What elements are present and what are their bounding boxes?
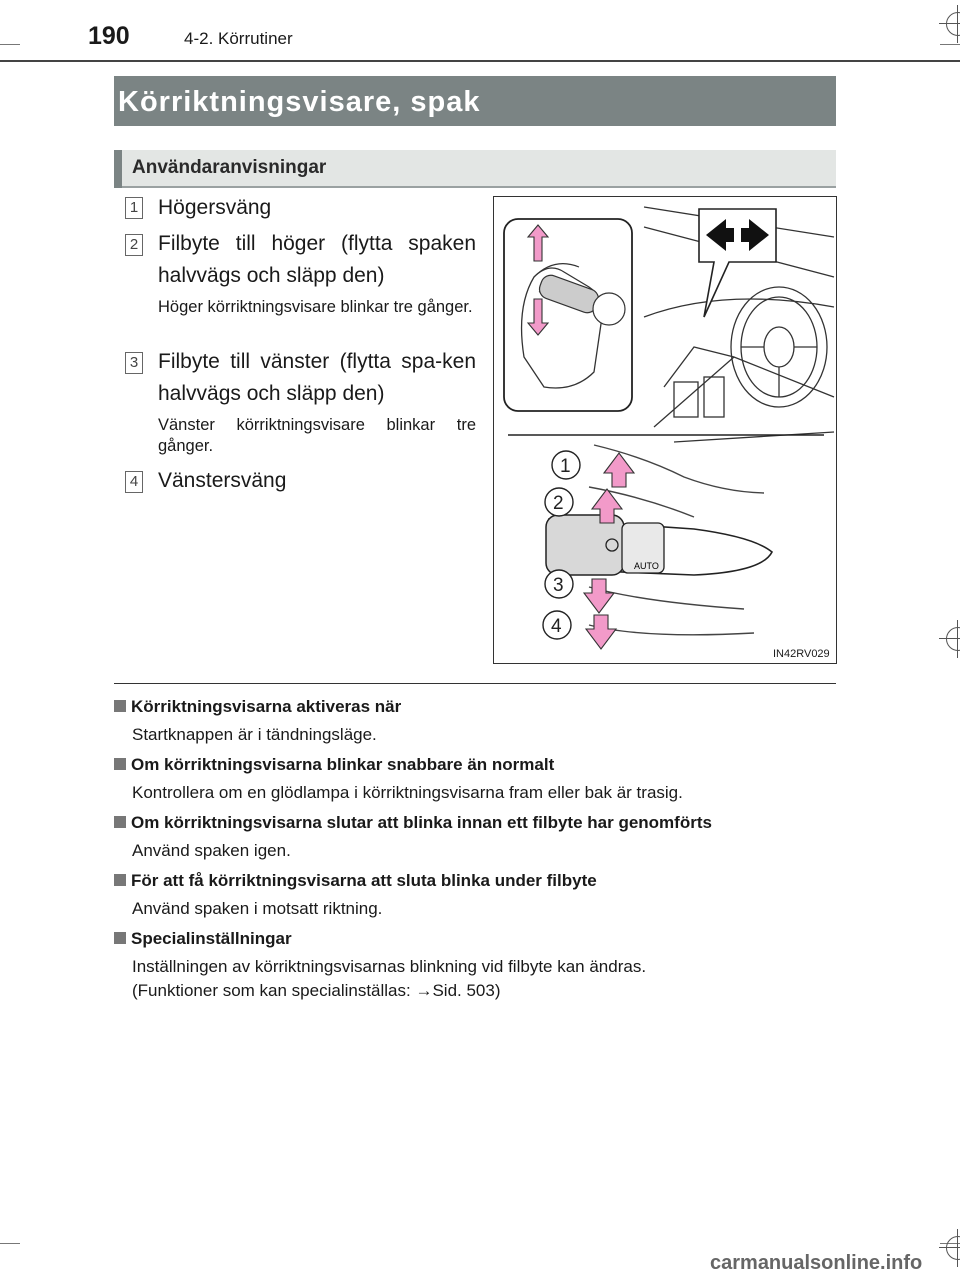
- page-title: Körriktningsvisare, spak: [118, 86, 481, 118]
- bullet-heading-text: Körriktningsvisarna aktiveras när: [131, 697, 402, 716]
- arrow-right-turn-icon: [604, 453, 634, 487]
- page-number: 190: [88, 22, 130, 50]
- item-note-2: Höger körriktningsvisare blinkar tre gånger.: [158, 298, 473, 316]
- bullet-heading-text: Om körriktningsvisarna blinkar snabbare än normalt: [131, 755, 555, 774]
- arrow-lane-change-left-icon: [584, 579, 614, 613]
- bullet-square-icon: [114, 932, 126, 944]
- item-note-3: Vänster körriktningsvisare blinkar tre gånger.: [158, 416, 476, 455]
- bullet-heading-3: [114, 813, 712, 833]
- bullet-text-5a: Inställningen av körriktningsvisarnas blinkning vid filbyte kan ändras.: [132, 957, 647, 976]
- registration-mark-icon: [946, 1236, 960, 1260]
- callout-label-3: 3: [553, 575, 564, 596]
- bullet-square-icon: [114, 816, 126, 828]
- watermark-link[interactable]: carmanualsonline.info: [710, 1252, 923, 1274]
- bullet-square-icon: [114, 700, 126, 712]
- bullet-square-icon: [114, 874, 126, 886]
- bullet-heading-4: [114, 871, 597, 891]
- figure-id: IN42RV029: [773, 648, 830, 660]
- bullet-heading-1: [114, 697, 401, 717]
- callout-label-4: 4: [551, 616, 562, 637]
- crop-mark: [940, 44, 960, 45]
- registration-mark-icon: [946, 12, 960, 36]
- callout-label-2: 2: [553, 493, 564, 514]
- bullet-heading-2: [114, 755, 554, 775]
- callout-label-1: 1: [560, 456, 571, 477]
- item-number-3: 3: [125, 352, 143, 374]
- item-text-1: Högersväng: [158, 196, 272, 219]
- crop-mark: [0, 1243, 20, 1244]
- section-divider: [114, 683, 836, 684]
- section-header: 4-2. Körrutiner: [184, 29, 293, 48]
- registration-mark-icon: [946, 627, 960, 651]
- item-number-4: 4: [125, 471, 143, 493]
- subtitle-accent: [114, 150, 122, 188]
- turn-signal-lever: [546, 515, 772, 575]
- crop-mark: [0, 44, 20, 45]
- lever-auto-label: AUTO: [634, 561, 659, 571]
- item-text-4: Vänstersväng: [158, 469, 287, 492]
- bullet-text-1: Startknappen är i tändningsläge.: [132, 725, 377, 744]
- header-rule: [0, 60, 960, 62]
- section-subtitle: Användaranvisningar: [132, 157, 327, 178]
- bullet-text-5b: (Funktioner som kan specialinställas: →Sid. 503): [132, 981, 501, 1000]
- bullet-heading-text: Specialinställningar: [131, 929, 292, 948]
- bullet-heading-5: [114, 929, 292, 949]
- bullet-text-4: Använd spaken i motsatt riktning.: [132, 899, 383, 918]
- bullet-heading-text: För att få körriktningsvisarna att sluta blinka under filbyte: [131, 871, 597, 890]
- bullet-heading-text: Om körriktningsvisarna slutar att blinka innan ett filbyte har genomförts: [131, 813, 712, 832]
- figure-illustration: [494, 197, 836, 663]
- bullet-square-icon: [114, 758, 126, 770]
- item-text-2: Filbyte till höger (flytta spaken halvvägs och släpp den): [158, 232, 476, 287]
- bullet-text-3: Använd spaken igen.: [132, 841, 291, 860]
- item-number-1: 1: [125, 197, 143, 219]
- item-number-2: 2: [125, 234, 143, 256]
- item-text-3: Filbyte till vänster (flytta spa-ken halvvägs och släpp den): [158, 350, 476, 405]
- hand-inset: [504, 219, 632, 411]
- arrow-left-turn-icon: [586, 615, 616, 649]
- turn-signal-lever-figure: [493, 196, 837, 664]
- bullet-text-2: Kontrollera om en glödlampa i körriktningsvisarna fram eller bak är trasig.: [132, 783, 683, 802]
